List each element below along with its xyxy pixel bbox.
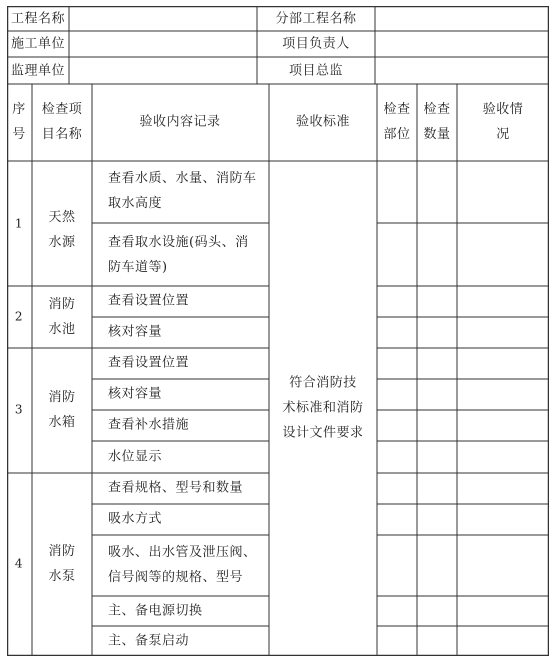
column-header-item: 检查项 目名称	[41, 102, 83, 142]
item-2-name: 消防 水池	[48, 297, 76, 337]
project-manager-label: 项目负责人	[282, 36, 350, 52]
item-1-name: 天然 水源	[48, 210, 76, 250]
item-4-record-3: 吸水、出水管及泄压阀、 信号阀等的规格、型号	[108, 545, 257, 585]
item-3-record-4: 水位显示	[108, 449, 163, 465]
item-1-seq: 1	[14, 216, 24, 231]
item-3-seq: 3	[14, 402, 24, 417]
item-1-record-1: 查看水质、水量、消防车 取水高度	[108, 171, 257, 211]
item-2-record-2: 核对容量	[108, 324, 163, 340]
chief-supervisor-label: 项目总监	[288, 63, 344, 79]
item-4-record-2: 吸水方式	[108, 511, 163, 527]
acceptance-standard: 符合消防技 术标准和消防 设计文件要求	[282, 375, 364, 441]
item-1-record-2: 查看取水设施(码头、消 防车道等)	[108, 235, 249, 275]
item-4-record-4: 主、备电源切换	[108, 603, 203, 619]
item-4-record-1: 查看规格、型号和数量	[108, 480, 244, 496]
item-3-record-2: 核对容量	[108, 386, 163, 402]
column-header-position: 检查 部位	[383, 102, 411, 142]
acceptance-form	[7, 6, 549, 656]
construction-unit-label: 施工单位	[11, 36, 66, 52]
column-header-quantity: 检查 数量	[423, 102, 451, 142]
item-2-record-1: 查看设置位置	[108, 293, 190, 309]
item-4-name: 消防 水泵	[48, 544, 76, 584]
project-name-label: 工程名称	[11, 11, 66, 27]
column-header-standard: 验收标准	[295, 114, 351, 130]
item-4-record-5: 主、备泵启动	[108, 633, 190, 649]
sub-project-label: 分部工程名称	[275, 11, 357, 27]
item-4-seq: 4	[14, 556, 24, 571]
item-3-record-1: 查看设置位置	[108, 355, 190, 371]
supervision-unit-label: 监理单位	[11, 63, 66, 79]
column-header-result: 验收情况	[482, 102, 524, 142]
column-header-record: 验收内容记录	[139, 114, 221, 130]
item-3-record-3: 查看补水措施	[108, 417, 190, 433]
table-grid	[7, 6, 549, 656]
item-3-name: 消防 水箱	[48, 390, 76, 430]
item-2-seq: 2	[14, 309, 24, 324]
column-header-seq: 序 号	[12, 102, 26, 142]
